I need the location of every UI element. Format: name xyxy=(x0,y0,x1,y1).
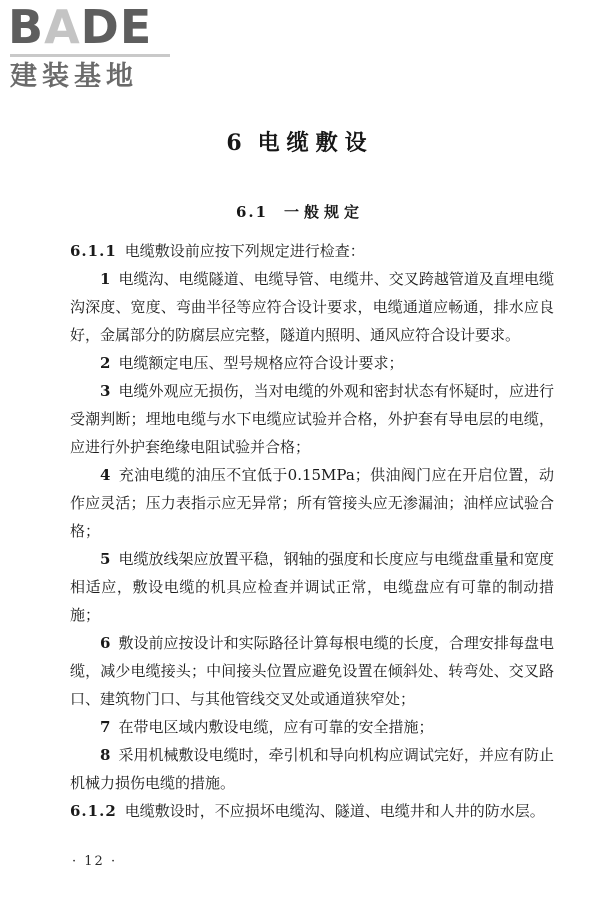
clause-item xyxy=(70,461,554,545)
chapter-number: 6 xyxy=(226,130,242,156)
item-text: 电缆放线架应放置平稳，钢轴的强度和长度应与电缆盘重量和宽度相适应，敷设电缆的机具应检查并调试正常，电缆盘应有可靠的制动措施； xyxy=(70,550,554,624)
logo-letter-b: B xyxy=(8,0,45,54)
clause-item xyxy=(70,349,554,377)
chapter-heading xyxy=(0,128,600,158)
clause-item xyxy=(70,545,554,629)
item-text: 电缆沟、电缆隧道、电缆导管、电缆井、交叉跨越管道及直埋电缆沟深度、宽度、弯曲半径等应符合设计要求，电缆通道应畅通，排水应良好，金属部分的防腐层应完整，隧道内照明、通风应符合设计要求。 xyxy=(70,270,554,344)
item-text: 电缆外观应无损伤，当对电缆的外观和密封状态有怀疑时，应进行受潮判断；埋地电缆与水下电缆应试验并合格，外护套有导电层的电缆，应进行外护套绝缘电阻试验并合格； xyxy=(70,382,554,456)
item-number: 7 xyxy=(100,718,111,736)
logo-letter-a: A xyxy=(44,0,81,54)
clause-text: 电缆敷设时，不应损坏电缆沟、隧道、电缆井和人井的防水层。 xyxy=(124,802,545,820)
item-text: 电缆额定电压、型号规格应符合设计要求； xyxy=(118,354,404,372)
clause-item xyxy=(70,741,554,797)
section-heading xyxy=(0,201,600,223)
item-number: 5 xyxy=(100,550,111,568)
item-text: 充油电缆的油压不宜低于0.15MPa；供油阀门应在开启位置，动作应灵活；压力表指示应无异常；所有管接头应无渗漏油；油样应试验合格； xyxy=(70,466,554,540)
logo-wordmark xyxy=(8,2,152,52)
page-number: · 12 · xyxy=(72,854,118,869)
logo-letters-de: DE xyxy=(80,0,153,54)
logo-subtitle: 建装基地 xyxy=(10,61,138,92)
clause-number: 6.1.2 xyxy=(70,802,117,820)
item-text: 在带电区域内敷设电缆，应有可靠的安全措施； xyxy=(118,718,434,736)
section-number: 6.1 xyxy=(235,203,269,221)
clause-number: 6.1.1 xyxy=(70,242,117,260)
clause-item xyxy=(70,629,554,713)
section-title: 一般规定 xyxy=(284,203,365,221)
item-text: 敷设前应按设计和实际路径计算每根电缆的长度，合理安排每盘电缆，减少电缆接头；中间接头位置应避免设置在倾斜处、转弯处、交叉路口、建筑物门口、与其他管线交叉处或通道狭窄处； xyxy=(70,634,554,708)
item-number: 8 xyxy=(100,746,111,764)
chapter-title: 电缆敷设 xyxy=(257,130,374,156)
logo-divider xyxy=(10,54,170,57)
item-number: 2 xyxy=(100,354,111,372)
item-text: 采用机械敷设电缆时，牵引机和导向机构应调试完好，并应有防止机械力损伤电缆的措施。 xyxy=(70,746,554,792)
item-number: 1 xyxy=(100,270,111,288)
item-number: 4 xyxy=(100,466,111,484)
clause-item xyxy=(70,713,554,741)
clause-item xyxy=(70,377,554,461)
document-body xyxy=(70,237,554,825)
clause-text: 电缆敷设前应按下列规定进行检查： xyxy=(124,242,365,260)
clause-6-1-2 xyxy=(70,797,554,825)
bade-logo xyxy=(8,2,178,98)
item-number: 6 xyxy=(100,634,111,652)
clause-item xyxy=(70,265,554,349)
clause-6-1-1 xyxy=(70,237,554,265)
item-number: 3 xyxy=(100,382,111,400)
